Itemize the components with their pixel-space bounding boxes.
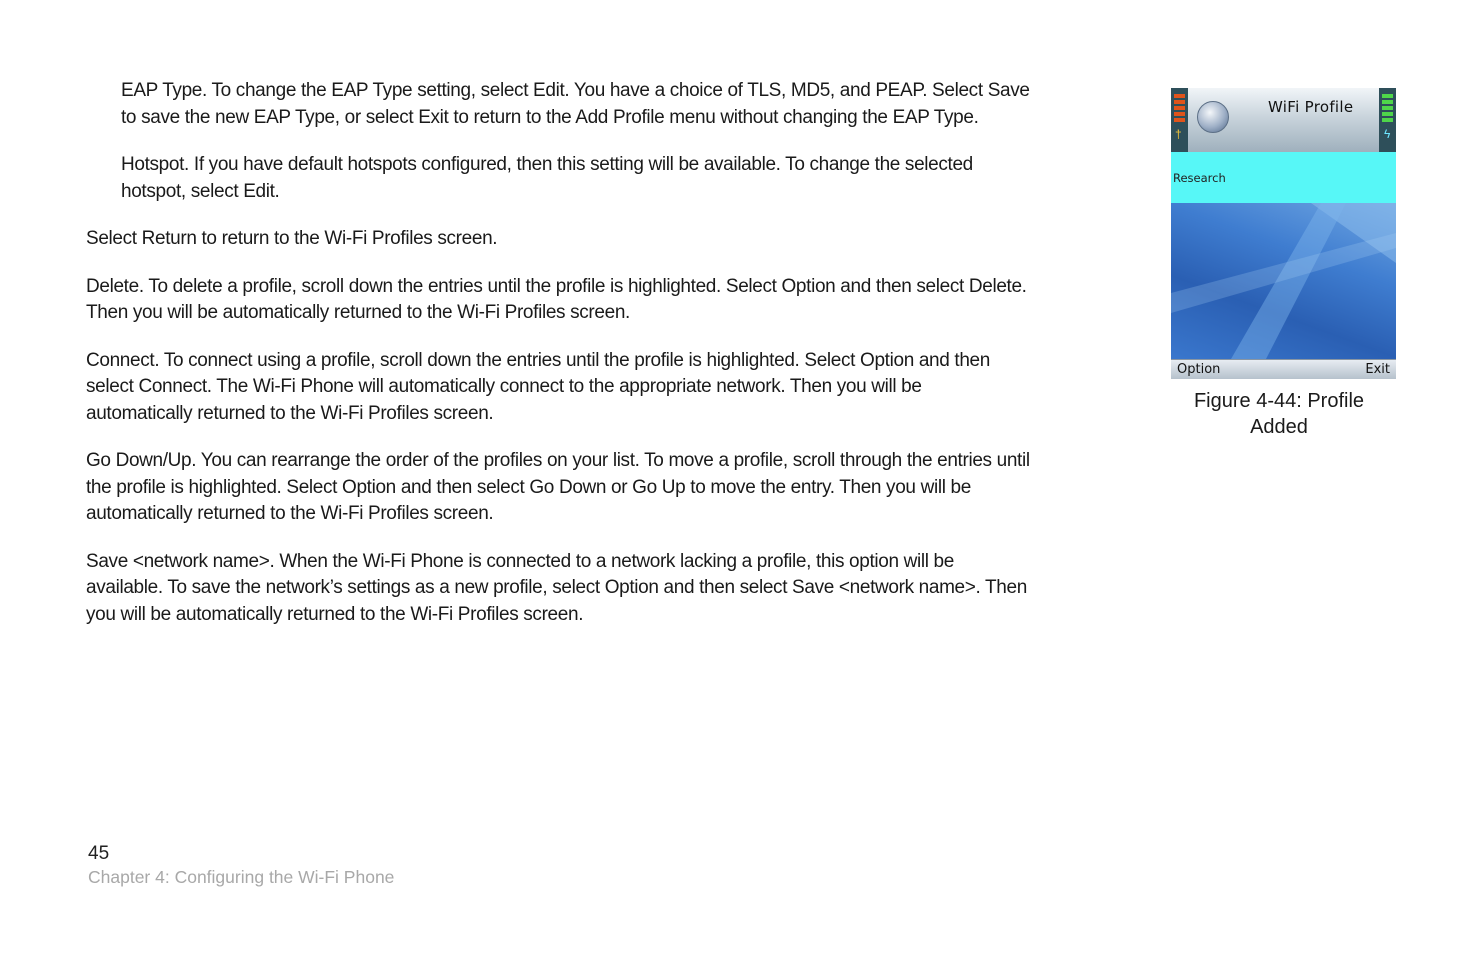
paragraph-delete: Delete. To delete a profile, scroll down the entries until the profile is highlighted. Select Option and then select Delete. Then you will be automatically returned to the Wi-Fi Profiles screen. (86, 275, 1027, 323)
paragraph-save-network: Save <network name>. When the Wi-Fi Phone is connected to a network lacking a profile, this option will be available. To save the network’s settings as a new profile, select Option and then select Save <network name>. Then you will be automatically returned to the Wi-Fi Profiles screen. (86, 550, 1027, 625)
phone-title-bar (1171, 88, 1396, 152)
figure-caption-line-2: Added (1250, 416, 1308, 438)
page-number: 45 (88, 843, 110, 864)
wallpaper-art (1171, 203, 1396, 359)
document-body (86, 78, 1031, 649)
paragraph-hotspot: Hotspot. If you have default hotspots configured, then this setting will be available. To change the selected hotspot, select Edit. (121, 154, 973, 202)
chapter-title: Chapter 4: Configuring the Wi-Fi Phone (88, 867, 395, 887)
phone-title: WiFi Profile (1268, 98, 1354, 116)
paragraph-return: Select Return to return to the Wi-Fi Profiles screen. (86, 228, 498, 249)
globe-icon (1197, 101, 1229, 133)
paragraph-connect: Connect. To connect using a profile, scroll down the entries until the profile is highlighted. Select Option and then select Connect. The Wi-Fi Phone will automatically connect to the appropriate network. Then you will be automatically returned to the Wi-Fi Profiles screen. (86, 349, 990, 424)
page-footer (88, 843, 394, 889)
phone-screenshot (1171, 88, 1396, 379)
paragraph-eap-type: EAP Type. To change the EAP Type setting, select Edit. You have a choice of TLS, MD5, and PEAP. Select Save to save the new EAP Type, or select Exit to return to the Add Profile menu without changing the EAP Type. (121, 80, 1030, 128)
softkey-exit[interactable]: Exit (1365, 362, 1390, 377)
battery-icon: ϟ (1379, 88, 1396, 152)
figure-caption-line-1: Figure 4-44: Profile (1193, 390, 1365, 412)
signal-strength-icon: † (1171, 88, 1188, 152)
phone-wallpaper (1171, 203, 1396, 359)
phone-softkey-bar (1171, 359, 1396, 379)
paragraph-go-down-up: Go Down/Up. You can rearrange the order of the profiles on your list. To move a profile, scroll through the entries until the profile is highlighted. Select Option and then select Go Down or Go Up to move the entry. Then you will be automatically returned to the Wi-Fi Profiles screen. (86, 450, 1030, 524)
profile-name: Research (1173, 171, 1226, 185)
softkey-option[interactable]: Option (1177, 362, 1221, 377)
figure-caption (1171, 388, 1387, 440)
